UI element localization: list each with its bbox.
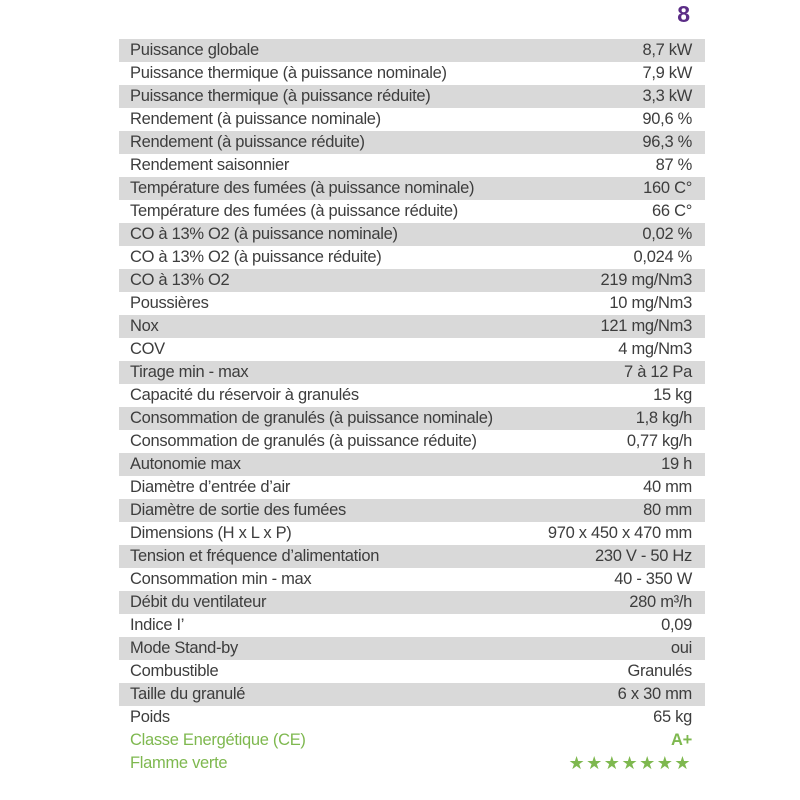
spec-label: Mode Stand-by bbox=[130, 639, 238, 657]
spec-value: 6 x 30 mm bbox=[617, 685, 692, 703]
spec-label: Consommation de granulés (à puissance nominale) bbox=[130, 409, 493, 427]
spec-label: Température des fumées (à puissance nominale) bbox=[130, 179, 475, 197]
spec-row bbox=[119, 361, 705, 384]
spec-row bbox=[119, 499, 705, 522]
spec-value: 121 mg/Nm3 bbox=[600, 317, 692, 335]
spec-row bbox=[119, 384, 705, 407]
spec-value: 160 C° bbox=[643, 179, 692, 197]
spec-label: Consommation min - max bbox=[130, 570, 312, 588]
spec-label: Flamme verte bbox=[130, 754, 228, 772]
spec-row bbox=[119, 683, 705, 706]
spec-label: CO à 13% O2 (à puissance réduite) bbox=[130, 248, 382, 266]
spec-label: Capacité du réservoir à granulés bbox=[130, 386, 359, 404]
spec-value: 280 m³/h bbox=[629, 593, 692, 611]
spec-row bbox=[119, 752, 705, 775]
spec-row bbox=[119, 315, 705, 338]
spec-label: Diamètre d’entrée d’air bbox=[130, 478, 291, 496]
spec-label: Rendement saisonnier bbox=[130, 156, 290, 174]
spec-value: 10 mg/Nm3 bbox=[609, 294, 692, 312]
spec-row bbox=[119, 62, 705, 85]
spec-label: CO à 13% O2 bbox=[130, 271, 230, 289]
spec-row bbox=[119, 246, 705, 269]
spec-row bbox=[119, 292, 705, 315]
spec-label: Tension et fréquence d’alimentation bbox=[130, 547, 380, 565]
spec-value: 0,024 % bbox=[633, 248, 692, 266]
spec-value: 8,7 kW bbox=[642, 41, 692, 59]
spec-row bbox=[119, 614, 705, 637]
spec-row bbox=[119, 131, 705, 154]
spec-label: Dimensions (H x L x P) bbox=[130, 524, 292, 542]
spec-row bbox=[119, 407, 705, 430]
spec-row bbox=[119, 269, 705, 292]
spec-row bbox=[119, 729, 705, 752]
spec-label: Puissance globale bbox=[130, 41, 259, 59]
spec-row bbox=[119, 338, 705, 361]
spec-value: 40 mm bbox=[643, 478, 692, 496]
spec-label: Puissance thermique (à puissance nominale) bbox=[130, 64, 447, 82]
spec-value: 3,3 kW bbox=[642, 87, 692, 105]
spec-value: A+ bbox=[671, 731, 692, 749]
spec-value: 66 C° bbox=[652, 202, 692, 220]
spec-value: 87 % bbox=[655, 156, 692, 174]
spec-label: Classe Energétique (CE) bbox=[130, 731, 306, 749]
spec-value: 7 à 12 Pa bbox=[624, 363, 692, 381]
spec-label: CO à 13% O2 (à puissance nominale) bbox=[130, 225, 398, 243]
spec-row bbox=[119, 223, 705, 246]
spec-row bbox=[119, 568, 705, 591]
spec-value: 0,77 kg/h bbox=[626, 432, 692, 450]
spec-row bbox=[119, 200, 705, 223]
spec-label: Rendement (à puissance réduite) bbox=[130, 133, 365, 151]
spec-value: 0,02 % bbox=[642, 225, 692, 243]
spec-value: 65 kg bbox=[653, 708, 692, 726]
spec-value: 230 V - 50 Hz bbox=[595, 547, 692, 565]
spec-label: Taille du granulé bbox=[130, 685, 246, 703]
spec-label: COV bbox=[130, 340, 165, 358]
spec-label: Autonomie max bbox=[130, 455, 241, 473]
spec-row bbox=[119, 453, 705, 476]
spec-value: 0,09 bbox=[661, 616, 692, 634]
spec-row bbox=[119, 591, 705, 614]
spec-value: 90,6 % bbox=[642, 110, 692, 128]
spec-label: Diamètre de sortie des fumées bbox=[130, 501, 346, 519]
spec-label: Débit du ventilateur bbox=[130, 593, 267, 611]
page-number: 8 bbox=[677, 1, 690, 27]
spec-row bbox=[119, 177, 705, 200]
spec-row bbox=[119, 39, 705, 62]
spec-row bbox=[119, 660, 705, 683]
spec-row bbox=[119, 522, 705, 545]
spec-value: 96,3 % bbox=[642, 133, 692, 151]
spec-value: 80 mm bbox=[643, 501, 692, 519]
spec-label: Indice I’ bbox=[130, 616, 185, 634]
spec-value: oui bbox=[670, 639, 692, 657]
spec-value: Granulés bbox=[627, 662, 692, 680]
spec-value: 219 mg/Nm3 bbox=[600, 271, 692, 289]
spec-row bbox=[119, 108, 705, 131]
spec-label: Température des fumées (à puissance réduite) bbox=[130, 202, 458, 220]
spec-value: 40 - 350 W bbox=[614, 570, 692, 588]
spec-label: Poids bbox=[130, 708, 170, 726]
spec-table bbox=[119, 39, 705, 775]
spec-value: 1,8 kg/h bbox=[635, 409, 692, 427]
spec-label: Poussières bbox=[130, 294, 209, 312]
spec-value: 4 mg/Nm3 bbox=[618, 340, 692, 358]
spec-row bbox=[119, 476, 705, 499]
spec-row bbox=[119, 85, 705, 108]
spec-row bbox=[119, 430, 705, 453]
spec-label: Rendement (à puissance nominale) bbox=[130, 110, 381, 128]
spec-label: Puissance thermique (à puissance réduite) bbox=[130, 87, 431, 105]
spec-value: 19 h bbox=[661, 455, 692, 473]
spec-label: Consommation de granulés (à puissance réduite) bbox=[130, 432, 477, 450]
spec-row bbox=[119, 154, 705, 177]
spec-value: 15 kg bbox=[653, 386, 692, 404]
spec-label: Combustible bbox=[130, 662, 219, 680]
spec-row bbox=[119, 545, 705, 568]
spec-label: Nox bbox=[130, 317, 159, 335]
spec-value: 7,9 kW bbox=[642, 64, 692, 82]
spec-value: 970 x 450 x 470 mm bbox=[547, 524, 692, 542]
spec-label: Tirage min - max bbox=[130, 363, 249, 381]
spec-row bbox=[119, 706, 705, 729]
flamme-verte-stars: ★★★★★★★ bbox=[568, 753, 692, 773]
spec-row bbox=[119, 637, 705, 660]
